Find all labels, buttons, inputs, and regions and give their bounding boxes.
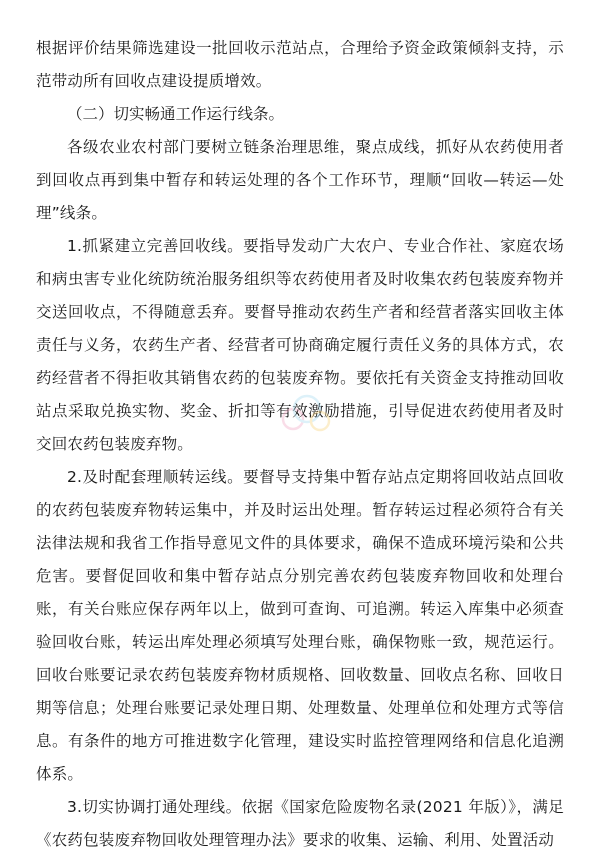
document-body [36,32,564,857]
paragraph-intro: 各级农业农村部门要树立链条治理思维，聚点成线，抓好从农药使用者到回收点再到集中暂存和转运处理的各个工作环节，理顺“回收—转运—处理”线条。 [36,138,564,222]
section-heading: （二）切实畅通工作运行线条。 [67,105,285,123]
paragraph-continuation: 根据评价结果筛选建设一批回收示范站点，合理给予资金政策倾斜支持，示范带动所有回收点建设提质增效。 [36,39,564,90]
paragraph-item-3: 3.切实协调打通处理线。依据《国家危险废物名录(2021 年版）》，满足《农药包装废弃物回收处理管理办法》要求的收集、运输、利用、处置活动 [36,798,564,849]
paragraph-item-1: 1.抓紧建立完善回收线。要指导发动广大农户、专业合作社、家庭农场和病虫害专业化统防统治服务组织等农药使用者及时收集农药包装废弃物并交送回收点，不得随意丢弃。要督导推动农药生产者和经营者落实回收主体责任与义务，农药生产者、经营者可协商确定履行责任义务的具体方式，农药经营者不得拒收其销售农药的包装废弃物。要依托有关资金支持推动回收站点采取兑换实物、奖金、折扣等有效激励措施，引导促进农药使用者及时交回农药包装废弃物。 [36,237,564,453]
paragraph-item-2: 2.及时配套理顺转运线。要督导支持集中暂存站点定期将回收站点回收的农药包装废弃物转运集中，并及时运出处理。暂存转运过程必须符合有关法律法规和我省工作指导意见文件的具体要求，确保不造成环境污染和公共危害。要督促回收和集中暂存站点分别完善农药包装废弃物回收和处理台账，有关台账应保存两年以上，做到可查询、可追溯。转运入库集中必须查验回收台账，转运出库处理必须填写处理台账，确保物账一致，规范运行。回收台账要记录农药包装废弃物材质规格、回收数量、回收点名称、回收日期等信息；处理台账要记录处理日期、处理数量、处理单位和处理方式等信息。有条件的地方可推进数字化管理，建设实时监控管理网络和信息化追溯体系。 [36,468,564,783]
